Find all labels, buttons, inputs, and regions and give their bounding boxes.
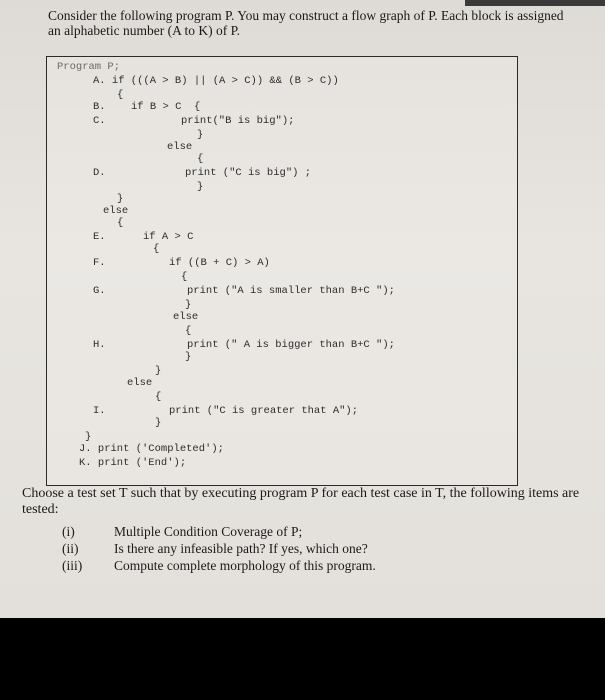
- code-line: {: [197, 153, 204, 165]
- code-line: }: [185, 351, 192, 363]
- code-line: else: [173, 311, 199, 323]
- code-line: }: [155, 417, 162, 429]
- item-text: Is there any infeasible path? If yes, which one?: [114, 541, 368, 556]
- code-line: B.: [93, 101, 106, 113]
- problem-intro: Consider the following program P. You may construct a flow graph of P. Each block is assigned an alphabetic number (A to K) of P.: [48, 8, 564, 38]
- code-line: F.: [93, 257, 106, 269]
- code-line: G.: [93, 285, 106, 297]
- code-line: print ("A is smaller than B+C ");: [187, 285, 395, 297]
- code-line: }: [197, 129, 204, 141]
- code-line: D.: [93, 167, 106, 179]
- code-line: else: [127, 377, 153, 389]
- code-line: }: [155, 365, 162, 377]
- program-listing-box: [46, 56, 518, 486]
- code-line: I.: [93, 405, 106, 417]
- code-line: A. if (((A > B) || (A > C)) && (B > C)): [93, 75, 339, 87]
- code-line: {: [153, 243, 160, 255]
- code-line: {: [155, 391, 162, 403]
- code-line: print ("C is big") ;: [185, 167, 312, 179]
- code-line: }: [185, 299, 192, 311]
- code-line: print ("C is greater that A");: [169, 405, 359, 417]
- item-number: (iii): [62, 558, 83, 573]
- item-text: Compute complete morphology of this program.: [114, 558, 376, 573]
- code-line: J. print ('Completed');: [79, 443, 224, 455]
- code-line: else: [167, 141, 193, 153]
- code-line: if B > C {: [131, 101, 201, 113]
- code-line: {: [185, 325, 192, 337]
- black-bottom-area: [0, 618, 605, 700]
- code-line: if A > C: [143, 231, 194, 243]
- code-line: H.: [93, 339, 106, 351]
- code-line: C.: [93, 115, 106, 127]
- code-line: K. print ('End');: [79, 457, 187, 469]
- code-line: if ((B + C) > A): [169, 257, 270, 269]
- code-line: print("B is big");: [181, 115, 295, 127]
- question-text: Choose a test set T such that by executing program P for each test case in T, the following items are tested:: [22, 486, 580, 517]
- item-number: (ii): [62, 541, 79, 556]
- code-line: {: [117, 89, 124, 101]
- code-line: }: [197, 181, 204, 193]
- code-line: {: [117, 217, 124, 229]
- code-line: else: [103, 205, 129, 217]
- code-line: }: [85, 431, 92, 443]
- code-line: print (" A is bigger than B+C ");: [187, 339, 395, 351]
- item-text: Multiple Condition Coverage of P;: [114, 524, 303, 539]
- code-line: {: [181, 271, 188, 283]
- code-line: }: [117, 193, 124, 205]
- code-line: Program P;: [57, 61, 121, 73]
- page-edge-shadow: [465, 0, 605, 6]
- item-number: (i): [62, 524, 75, 539]
- code-line: E.: [93, 231, 106, 243]
